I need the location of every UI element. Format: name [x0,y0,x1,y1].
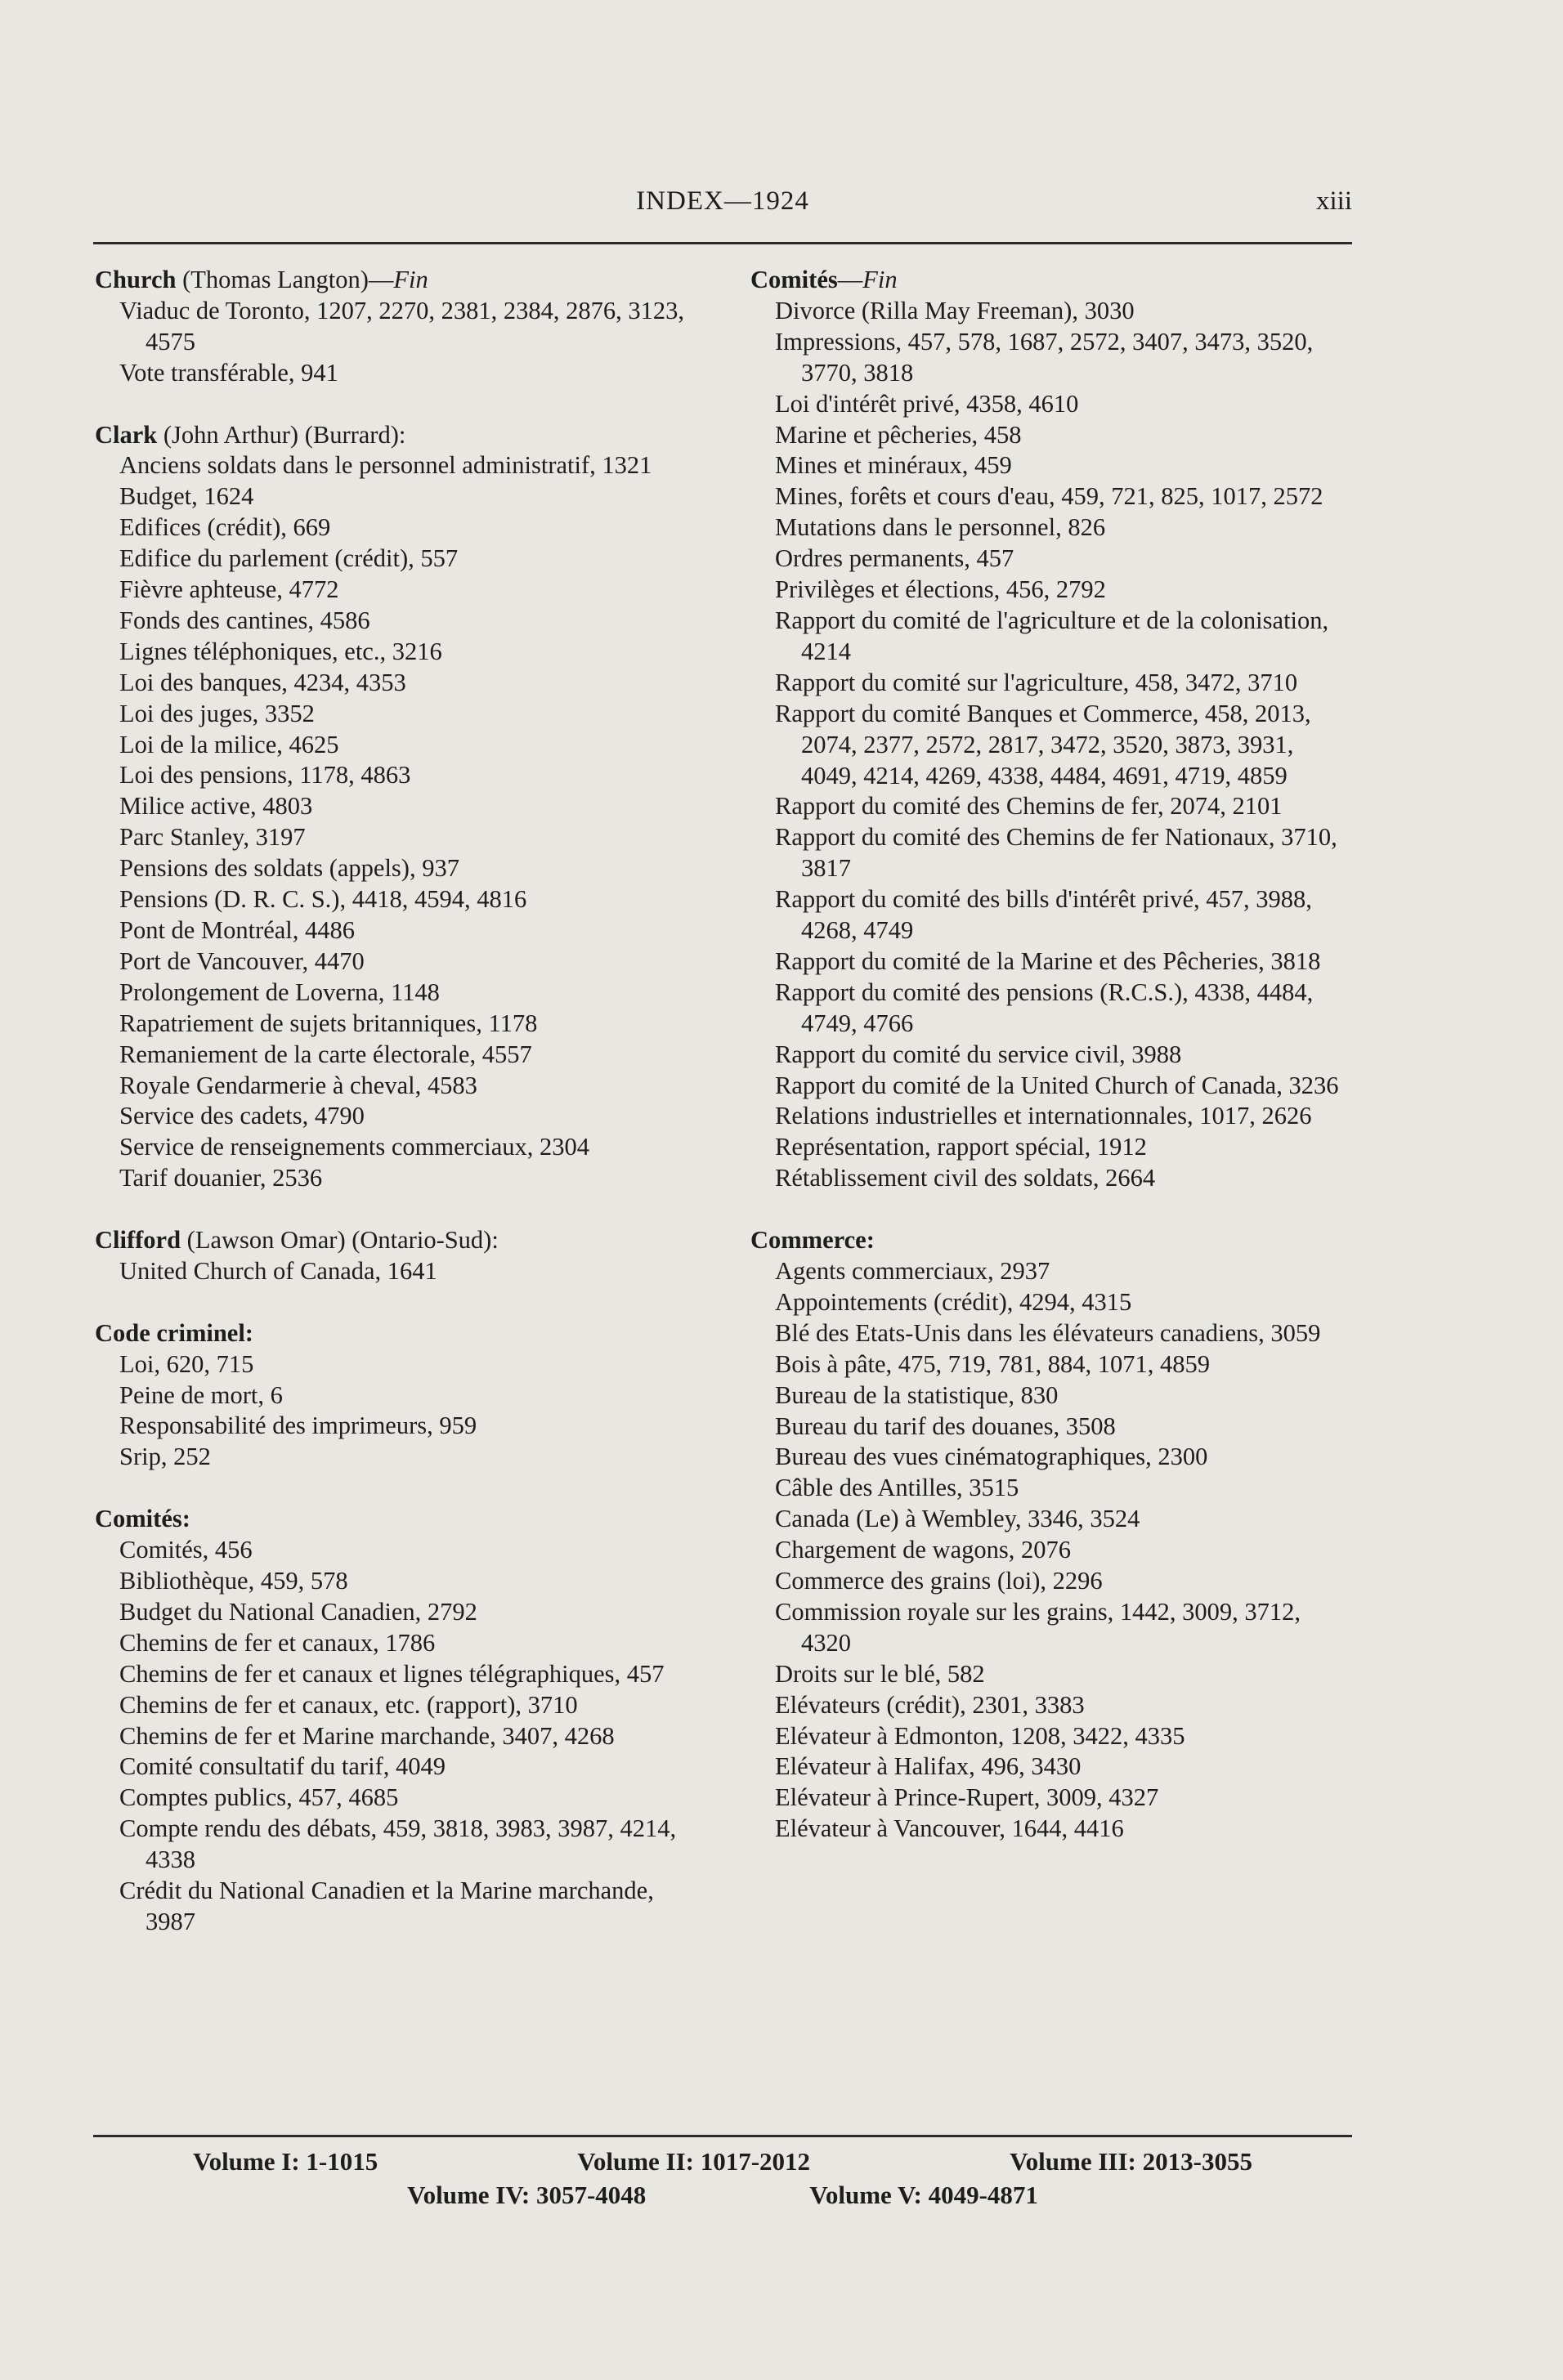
entry-subitem: Comptes publics, 457, 4685 [119,1783,399,1812]
index-entry [95,1318,700,1474]
entry-subitem: Remaniement de la carte électorale, 4557 [119,1040,532,1068]
entry-subitem: Loi des banques, 4234, 4353 [119,668,406,696]
entry-subitem: Elévateur à Halifax, 496, 3430 [775,1752,1082,1781]
entry-subitem: Relations industrielles et internationnales, 1017, 2626 [775,1102,1312,1130]
entry-heading-suffix: — [837,266,863,293]
index-entry [95,420,700,1195]
entry-subitem: Divorce (Rilla May Freeman), 3030 [775,296,1135,324]
entry-subitem: Rapport du comité de la Marine et des Pêcheries, 3818 [775,946,1321,975]
entry-heading-continued: Fin [393,266,428,293]
header-rule [93,242,1352,244]
entry-subitem: Crédit du National Canadien et la Marine marchande, 3987 [119,1877,654,1935]
entry-heading-name: Church [95,266,177,293]
entry-subitem: Elévateurs (crédit), 2301, 3383 [775,1690,1085,1719]
entry-subitem: Budget, 1624 [119,482,254,511]
entry-heading-suffix: (Thomas Langton)— [176,266,394,293]
entry-subitem: Service de renseignements commerciaux, 2304 [119,1133,590,1161]
entry-heading [95,1318,700,1349]
entry-subitem: Budget du National Canadien, 2792 [119,1597,477,1626]
volume-range: Volume II: 1017-2012 [577,2147,811,2176]
entry-subitem: Commerce des grains (loi), 2296 [775,1567,1103,1595]
footer-rule [93,2135,1352,2137]
entry-heading [95,265,700,296]
entry-heading [750,1225,1355,1256]
entry-subitem: Fièvre aphteuse, 4772 [119,575,339,604]
volume-range: Volume III: 2013-3055 [1010,2147,1252,2176]
page-header [93,183,1352,224]
entry-subitem: Impressions, 457, 578, 1687, 2572, 3407, 3473, 3520, 3770, 3818 [775,327,1314,387]
entry-subitem: Rapport du comité de l'agriculture et de la colonisation, 4214 [775,606,1329,665]
index-entry [750,265,1355,1194]
entry-subitem: Elévateur à Prince-Rupert, 3009, 4327 [775,1783,1159,1812]
entry-subitem: Loi d'intérêt privé, 4358, 4610 [775,389,1079,418]
entry-subitem: Vote transférable, 941 [119,358,338,387]
entry-subitem: Bibliothèque, 459, 578 [119,1567,348,1595]
entry-subitem: Représentation, rapport spécial, 1912 [775,1133,1147,1161]
entry-subitem: Bois à pâte, 475, 719, 781, 884, 1071, 4859 [775,1349,1211,1378]
entry-subitem: Agents commerciaux, 2937 [775,1256,1050,1285]
entry-subitem: Rapport du comité des Chemins de fer, 2074, 2101 [775,792,1283,821]
entry-subitem: Rapport du comité de la United Church of Canada, 3236 [775,1071,1339,1099]
entry-subitem: Privilèges et élections, 456, 2792 [775,575,1106,604]
entry-subitem: Commission royale sur les grains, 1442, 3009, 3712, 4320 [775,1597,1301,1657]
entry-subitem: Bureau de la statistique, 830 [775,1380,1059,1409]
entry-heading [95,1225,700,1256]
entry-subitem: Rapport du comité des Chemins de fer Nationaux, 3710, 3817 [775,823,1337,883]
entry-heading-name: Clifford [95,1226,181,1255]
entry-subitem: Parc Stanley, 3197 [119,823,306,852]
entry-subitem: Chemins de fer et canaux, 1786 [119,1628,436,1657]
entry-heading-name: Code criminel: [95,1318,253,1347]
entry-subitem: Bureau des vues cinématographiques, 2300 [775,1443,1208,1471]
entry-subitem: Mutations dans le personnel, 826 [775,513,1106,542]
index-entry [95,1504,700,1938]
page-number: xiii [1315,186,1352,216]
entry-subitem: Rapport du comité du service civil, 3988 [775,1040,1182,1068]
entry-subitem: Service des cadets, 4790 [119,1102,365,1130]
entry-subitem: Compte rendu des débats, 459, 3818, 3983, 3987, 4214, 4338 [119,1814,677,1874]
volume-range: Volume V: 4049-4871 [809,2181,1038,2209]
entry-subitem: Rétablissement civil des soldats, 2664 [775,1164,1156,1192]
entry-subitem: Pont de Montréal, 4486 [119,916,356,945]
entry-heading [750,265,1355,296]
volume-footer [93,2145,1352,2212]
entry-subitem: Rapport du comité sur l'agriculture, 458, 3472, 3710 [775,668,1298,696]
entry-subitem: Chemins de fer et Marine marchande, 3407, 4268 [119,1721,615,1750]
entry-subitem: Prolongement de Loverna, 1148 [119,978,440,1006]
entry-subitem: Rapport du comité des bills d'intérêt privé, 457, 3988, 4268, 4749 [775,885,1312,945]
entry-subitem: Comité consultatif du tarif, 4049 [119,1752,446,1781]
entry-subitem: Ordres permanents, 457 [775,544,1014,573]
entry-subitem: Marine et pêcheries, 458 [775,420,1022,449]
entry-subitem: Chemins de fer et canaux et lignes télégraphiques, 457 [119,1659,665,1688]
entry-subitem: United Church of Canada, 1641 [119,1256,437,1285]
entry-subitem: Blé des Etats-Unis dans les élévateurs canadiens, 3059 [775,1318,1321,1347]
entry-subitem: Edifices (crédit), 669 [119,513,331,542]
entry-subitem: Port de Vancouver, 4470 [119,946,365,975]
entry-heading-name: Comités [750,266,838,293]
index-entry [750,1225,1355,1845]
entry-subitem: Loi des pensions, 1178, 4863 [119,761,411,790]
entry-subitem: Milice active, 4803 [119,792,313,821]
entry-heading-name: Clark [95,420,158,449]
entry-subitem: Canada (Le) à Wembley, 3346, 3524 [775,1505,1140,1533]
entry-subitem: Loi, 620, 715 [119,1349,254,1378]
entry-subitem: Loi des juges, 3352 [119,699,315,727]
entry-subitem: Comités, 456 [119,1536,253,1564]
entry-subitem: Loi de la milice, 4625 [119,730,339,758]
entry-subitem: Responsabilité des imprimeurs, 959 [119,1411,477,1440]
entry-subitem: Appointements (crédit), 4294, 4315 [775,1287,1132,1316]
entry-subitem: Fonds des cantines, 4586 [119,606,370,634]
left-column [95,265,700,1938]
entry-subitem: Pensions (D. R. C. S.), 4418, 4594, 4816 [119,885,527,914]
entry-subitem: Edifice du parlement (crédit), 557 [119,544,459,573]
entry-heading [95,1504,700,1535]
entry-subitem: Rapport du comité Banques et Commerce, 458, 2013, 2074, 2377, 2572, 2817, 3472, 3520, 3873, 3931, 4049, 4214, 4269, 4338, 4484, 4691, 4719, 4859 [775,699,1311,790]
entry-subitem: Peine de mort, 6 [119,1380,283,1409]
entry-heading [95,420,700,451]
entry-heading-continued: Fin [862,266,898,293]
footer-row-1 [93,2145,1352,2178]
entry-heading-name: Commerce: [750,1226,875,1255]
entry-subitem: Chargement de wagons, 2076 [775,1536,1071,1564]
entry-heading-name: Comités: [95,1505,190,1533]
index-entry [95,265,700,389]
entry-subitem: Anciens soldats dans le personnel administratif, 1321 [119,451,652,480]
entry-subitem: Droits sur le blé, 582 [775,1659,985,1688]
entry-subitem: Lignes téléphoniques, etc., 3216 [119,637,442,665]
entry-subitem: Elévateur à Edmonton, 1208, 3422, 4335 [775,1721,1185,1750]
index-entry [95,1225,700,1287]
entry-subitem: Bureau du tarif des douanes, 3508 [775,1411,1116,1440]
right-column [750,265,1355,1845]
entry-subitem: Chemins de fer et canaux, etc. (rapport), 3710 [119,1690,578,1719]
entry-heading-suffix: (John Arthur) (Burrard): [157,420,406,449]
entry-subitem: Royale Gendarmerie à cheval, 4583 [119,1071,477,1099]
volume-range: Volume I: 1-1015 [193,2147,378,2176]
entry-subitem: Tarif douanier, 2536 [119,1164,323,1192]
entry-subitem: Srip, 252 [119,1443,211,1471]
entry-subitem: Elévateur à Vancouver, 1644, 4416 [775,1814,1124,1843]
volume-range: Volume IV: 3057-4048 [407,2181,647,2209]
entry-subitem: Pensions des soldats (appels), 937 [119,854,459,883]
entry-subitem: Rapatriement de sujets britanniques, 1178 [119,1009,538,1037]
entry-heading-suffix: (Lawson Omar) (Ontario-Sud): [181,1226,499,1255]
page-title: INDEX—1924 [636,186,809,216]
entry-subitem: Viaduc de Toronto, 1207, 2270, 2381, 2384, 2876, 3123, 4575 [119,296,684,356]
entry-subitem: Câble des Antilles, 3515 [775,1474,1019,1502]
entry-subitem: Rapport du comité des pensions (R.C.S.), 4338, 4484, 4749, 4766 [775,978,1314,1037]
entry-subitem: Mines et minéraux, 459 [775,451,1012,480]
footer-row-2 [93,2178,1352,2212]
entry-subitem: Mines, forêts et cours d'eau, 459, 721, 825, 1017, 2572 [775,482,1323,511]
